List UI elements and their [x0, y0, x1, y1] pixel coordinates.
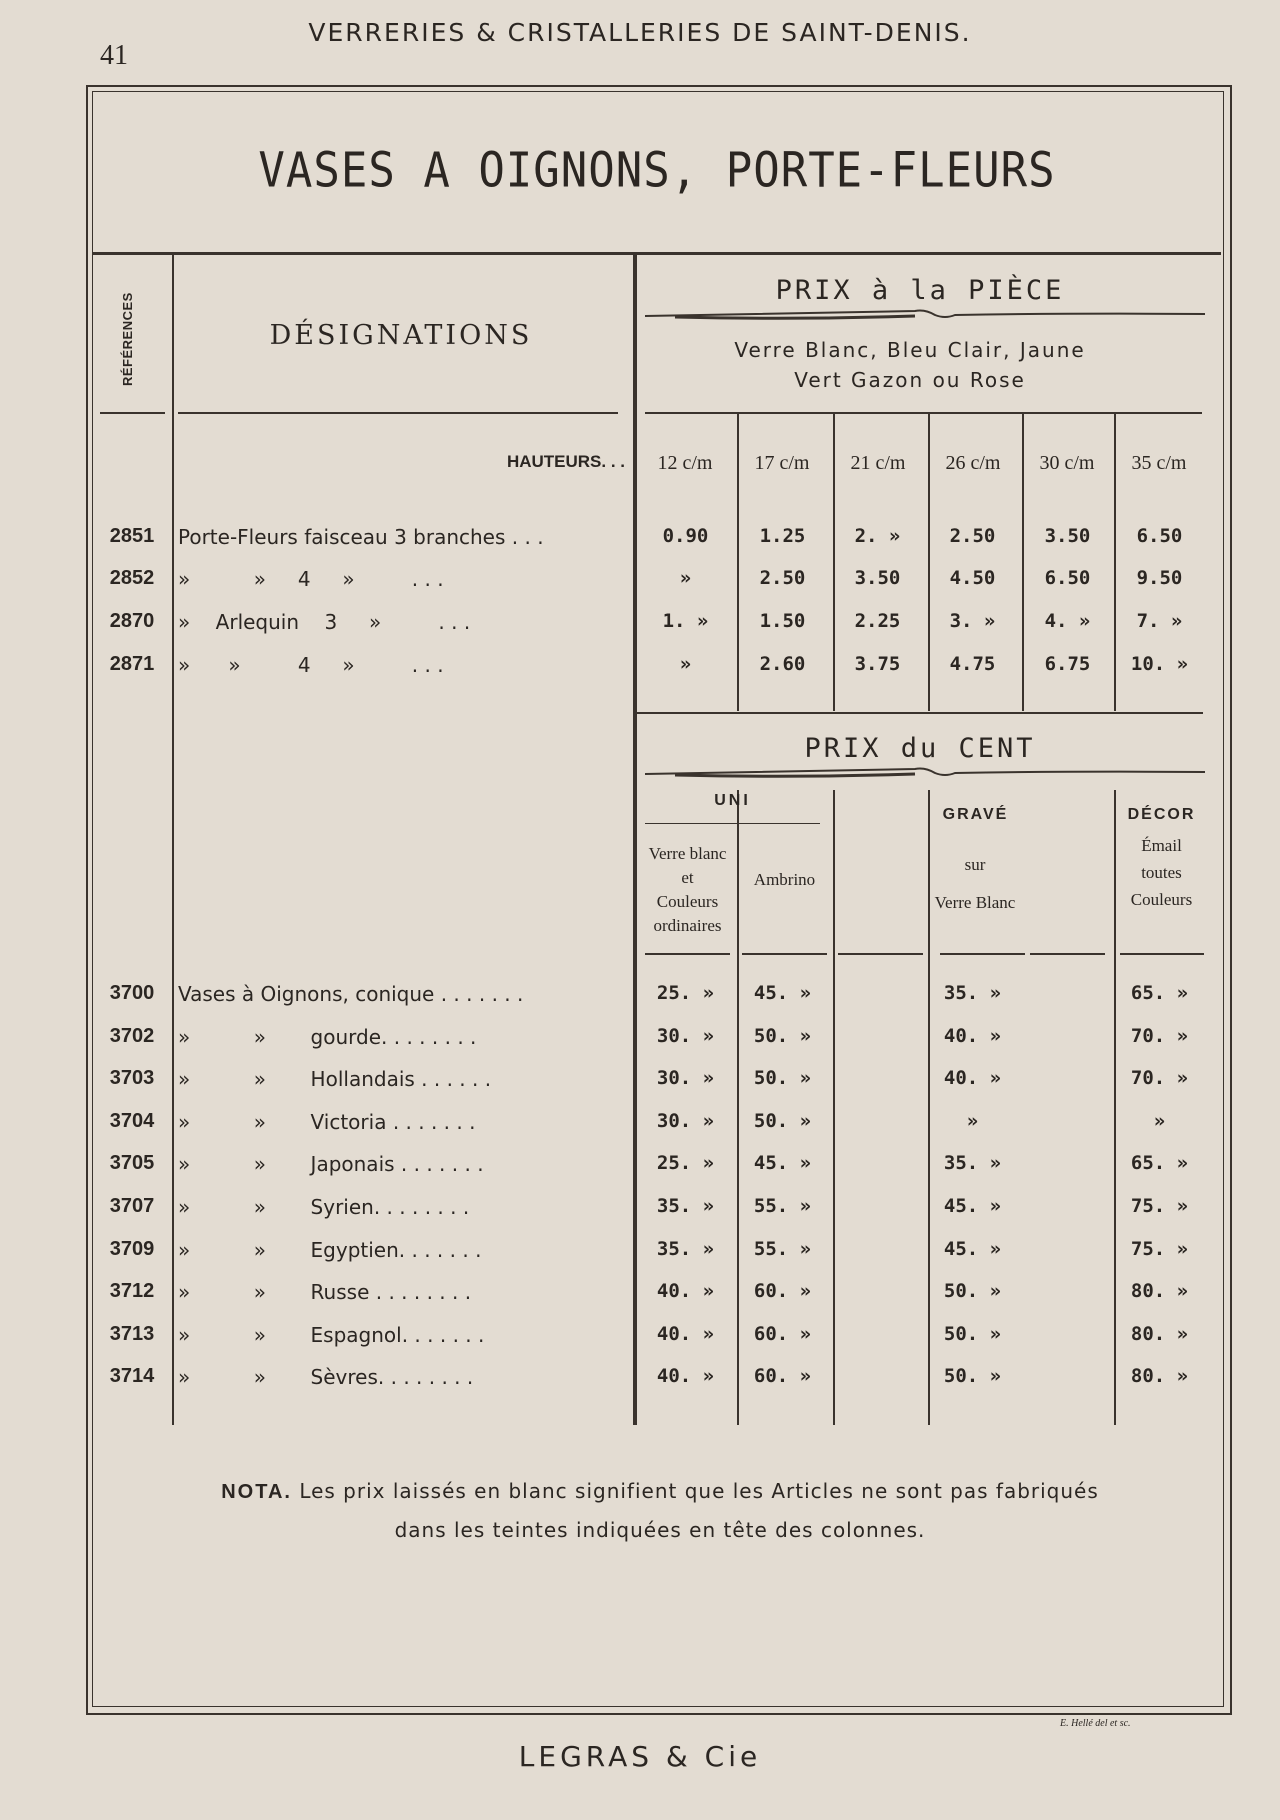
- designation-cell: » » Japonais . . . . . . .: [178, 1152, 484, 1177]
- price-cell: 50. »: [943, 1365, 1002, 1388]
- ornamental-rule: [645, 308, 1205, 322]
- designation-cell: Porte-Fleurs faisceau 3 branches . . .: [178, 525, 544, 549]
- subheader-rule: [742, 953, 827, 955]
- designation-cell: » » Hollandais . . . . . .: [178, 1067, 492, 1092]
- ref-cell: 3714: [109, 1365, 155, 1388]
- price-cell: 6.50: [1136, 525, 1183, 547]
- prix-cent-header: PRIX du CENT: [804, 733, 1036, 764]
- height-12: 12 c/m: [657, 452, 713, 474]
- price-cell: 65. »: [1130, 982, 1189, 1004]
- ref-cell: 3702: [109, 1024, 155, 1047]
- footer-brand: LEGRAS & Cie: [518, 1740, 762, 1773]
- designation-cell: » Arlequin 3 » . . .: [178, 610, 471, 634]
- price-cell: 45. »: [943, 1237, 1002, 1260]
- designation-cell: » » gourde. . . . . . . .: [178, 1024, 477, 1049]
- price-cell: 2.60: [759, 653, 806, 675]
- price-cell: 10. »: [1130, 653, 1189, 675]
- price-cell: 9.50: [1136, 567, 1183, 589]
- price-cell: 55. »: [753, 1195, 812, 1217]
- price-cell: 2.50: [949, 525, 996, 547]
- references-label: RÉFÉRENCES: [120, 292, 135, 386]
- price-cell: 1.50: [759, 610, 806, 632]
- price-cell: »: [679, 653, 692, 675]
- price-cell: 1.25: [759, 525, 806, 547]
- price-cell: 4. »: [1044, 610, 1091, 632]
- price-cell: »: [966, 1109, 979, 1132]
- price-cell: 35. »: [943, 1152, 1002, 1175]
- designations-header: DÉSIGNATIONS: [269, 320, 533, 351]
- price-cell: 50. »: [753, 1024, 812, 1047]
- designation-column-divider-double: [635, 255, 637, 1425]
- price-cell: 60. »: [753, 1322, 812, 1345]
- decor-sub-l1: Émail: [1141, 836, 1182, 855]
- ref-header-rule: [100, 412, 165, 414]
- section-divider: [635, 712, 1203, 714]
- price-cell: 0.90: [662, 525, 709, 547]
- price-cell: 6.50: [1044, 567, 1091, 589]
- price-cell: 30. »: [656, 1109, 715, 1132]
- price-cell: 3. »: [949, 610, 996, 632]
- ref-column-divider: [172, 255, 174, 1425]
- verre-blanc-l3: Couleurs: [656, 892, 719, 911]
- verre-blanc-l1: Verre blanc: [648, 844, 727, 863]
- price-cell: 25. »: [656, 1152, 715, 1175]
- ref-cell: 3700: [109, 982, 155, 1004]
- price-cell: 2.50: [759, 567, 806, 589]
- ref-cell: 3709: [109, 1237, 155, 1260]
- ref-cell: 3703: [109, 1067, 155, 1090]
- designation-cell: » » Russe . . . . . . . .: [178, 1280, 472, 1305]
- subheader-rule: [838, 953, 923, 955]
- page-title: VASES A OIGNONS, PORTE-FLEURS: [258, 142, 1056, 199]
- ref-cell: 3712: [109, 1280, 155, 1303]
- price-cell: 35. »: [943, 982, 1002, 1004]
- height-26: 26 c/m: [945, 452, 1001, 474]
- decor-sub-l2: toutes: [1141, 863, 1182, 882]
- price-cell: »: [679, 567, 692, 589]
- nota: [110, 1472, 1210, 1549]
- price-cell: 80. »: [1130, 1365, 1189, 1388]
- price-cell: 35. »: [656, 1195, 715, 1217]
- price-cell: 40. »: [656, 1280, 715, 1303]
- ref-cell: 3713: [109, 1322, 155, 1345]
- price-cell: 45. »: [753, 1152, 812, 1175]
- col-divider: [833, 790, 835, 1425]
- price-cell: 3.75: [854, 653, 901, 675]
- ref-cell: 3704: [109, 1109, 155, 1132]
- colors-note: [640, 335, 1180, 395]
- price-cell: 3.50: [1044, 525, 1091, 547]
- price-cell: 75. »: [1130, 1237, 1189, 1260]
- nota-line-1: Les prix laissés en blanc signifient que les Articles ne sont pas fabriqués: [299, 1479, 1099, 1503]
- price-cell: 3.50: [854, 567, 901, 589]
- verre-blanc-header: [640, 842, 735, 938]
- price-cell: 40. »: [943, 1067, 1002, 1090]
- price-cell: 70. »: [1130, 1024, 1189, 1047]
- price-cell: 60. »: [753, 1365, 812, 1388]
- designation-cell: » » 4 » . . .: [178, 653, 444, 677]
- designation-cell: » » Victoria . . . . . . .: [178, 1109, 476, 1134]
- nota-label: NOTA.: [221, 1481, 292, 1503]
- price-cell: 2.25: [854, 610, 901, 632]
- height-30: 30 c/m: [1039, 452, 1095, 474]
- price-cell: 70. »: [1130, 1067, 1189, 1090]
- price-cell: 30. »: [656, 1024, 715, 1047]
- price-cell: 40. »: [656, 1365, 715, 1388]
- running-header: VERRERIES & CRISTALLERIES DE SAINT-DENIS.: [308, 18, 972, 47]
- decor-sub: [1114, 832, 1209, 913]
- height-21: 21 c/m: [850, 452, 906, 474]
- verre-blanc-l2: et: [681, 868, 694, 887]
- title-divider: [93, 252, 1221, 255]
- designation-cell: » » Egyptien. . . . . . .: [178, 1237, 482, 1262]
- grave-sub-l2: Verre Blanc: [934, 893, 1016, 912]
- ornamental-rule: [645, 766, 1205, 780]
- page-number: 41: [100, 40, 128, 71]
- designation-cell: » » Syrien. . . . . . . .: [178, 1195, 470, 1219]
- uni-rule: [645, 823, 820, 824]
- price-cell: 50. »: [943, 1280, 1002, 1303]
- ref-cell: 2871: [109, 653, 155, 675]
- ref-cell: 2852: [109, 567, 155, 589]
- price-cell: 25. »: [656, 982, 715, 1004]
- price-cell: 2. »: [854, 525, 901, 547]
- references-header: [110, 278, 150, 388]
- price-cell: 65. »: [1130, 1152, 1189, 1175]
- price-cell: 4.50: [949, 567, 996, 589]
- price-cell: 50. »: [753, 1109, 812, 1132]
- decor-header: DÉCOR: [1127, 806, 1196, 823]
- designation-cell: » » Sèvres. . . . . . . .: [178, 1365, 474, 1390]
- price-cell: 50. »: [753, 1067, 812, 1090]
- uni-header: UNI: [714, 792, 751, 809]
- price-cell: 60. »: [753, 1280, 812, 1303]
- designation-header-rule: [178, 412, 618, 414]
- price-cell: 35. »: [656, 1237, 715, 1260]
- colors-line-1: Verre Blanc, Bleu Clair, Jaune: [734, 338, 1086, 362]
- price-cell: 6.75: [1044, 653, 1091, 675]
- height-35: 35 c/m: [1131, 452, 1187, 474]
- price-cell: 40. »: [656, 1322, 715, 1345]
- price-cell: 75. »: [1130, 1195, 1189, 1217]
- price-cell: 55. »: [753, 1237, 812, 1260]
- price-cell: 80. »: [1130, 1322, 1189, 1345]
- designation-cell: Vases à Oignons, conique . . . . . . .: [178, 982, 524, 1006]
- subheader-rule: [1120, 953, 1204, 955]
- prices-header-rule: [645, 412, 1202, 414]
- prix-piece-header: PRIX à la PIÈCE: [775, 275, 1065, 306]
- price-cell: 45. »: [943, 1195, 1002, 1217]
- price-cell: 45. »: [753, 982, 812, 1004]
- price-cell: »: [1153, 1109, 1166, 1132]
- grave-sub: [925, 846, 1025, 922]
- engraver-signature: E. Hellé del et sc.: [1060, 1718, 1131, 1729]
- price-cell: 50. »: [943, 1322, 1002, 1345]
- height-17: 17 c/m: [754, 452, 810, 474]
- colors-line-2: Vert Gazon ou Rose: [794, 368, 1026, 392]
- designation-cell: » » 4 » . . .: [178, 567, 444, 591]
- designation-cell: » » Espagnol. . . . . . .: [178, 1322, 485, 1347]
- price-cell: 80. »: [1130, 1280, 1189, 1303]
- grave-sub-l1: sur: [964, 855, 986, 874]
- price-cell: 4.75: [949, 653, 996, 675]
- subheader-rule: [940, 953, 1025, 955]
- verre-blanc-l4: ordinaires: [653, 916, 722, 935]
- price-cell: 7. »: [1136, 610, 1183, 632]
- ref-cell: 3705: [109, 1152, 155, 1175]
- grave-header: GRAVÉ: [942, 806, 1009, 823]
- price-cell: 1. »: [662, 610, 709, 632]
- decor-sub-l3: Couleurs: [1130, 890, 1193, 909]
- ambrino-header: Ambrino: [753, 870, 816, 889]
- subheader-rule: [645, 953, 730, 955]
- heights-label: HAUTEURS. . .: [506, 452, 625, 471]
- ref-cell: 2870: [109, 610, 155, 632]
- ref-cell: 3707: [109, 1195, 155, 1217]
- subheader-rule: [1030, 953, 1105, 955]
- nota-line-2: dans les teintes indiquées en tête des colonnes.: [394, 1518, 926, 1542]
- ref-cell: 2851: [109, 525, 155, 547]
- price-cell: 30. »: [656, 1067, 715, 1090]
- price-cell: 40. »: [943, 1024, 1002, 1047]
